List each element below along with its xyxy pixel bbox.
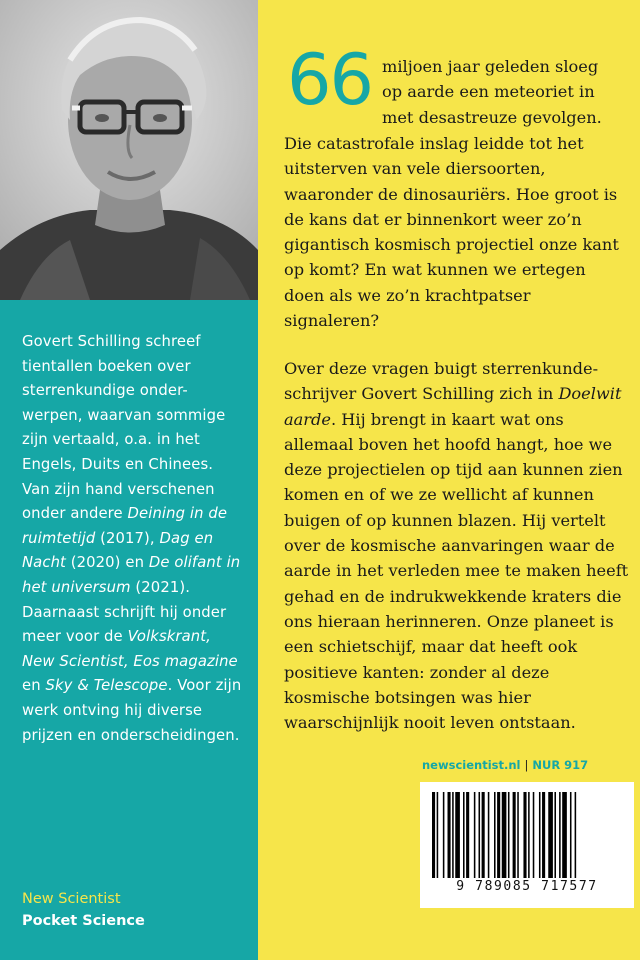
barcode-bar	[474, 792, 476, 878]
barcode-bar	[463, 792, 465, 878]
author-photo	[0, 0, 258, 300]
meta-separator: |	[524, 758, 529, 772]
barcode-bar	[482, 792, 485, 878]
barcode-bar	[523, 792, 526, 878]
blurb-text: . Hij brengt in kaart wat ons allemaal boven het hoofd hangt, hoe we deze projectielen op tijd aan kunnen zien komen en of we ze wellicht af kunnen buigen of op kunnen blazen. Hij vertelt over de kosmische aanvaringen waar de aarde in het verleden mee te maken heeft gehad en de indrukwekkende kraters die ons hieraan herinneren. Onze planeet is een schietschijf, maar dat heeft ook positieve kanten: zonder al deze kosmische botsingen was hier waarschijnlijk nooit leven ontstaan.	[284, 409, 629, 733]
barcode-bar	[517, 792, 519, 878]
barcode	[420, 782, 634, 908]
barcode-bar	[548, 792, 553, 878]
barcode-bar	[554, 792, 556, 878]
website-link[interactable]: newscientist.nl	[422, 758, 521, 772]
right-column	[258, 0, 640, 960]
barcode-bar	[497, 792, 500, 878]
barcode-bar	[488, 792, 490, 878]
barcode-bar	[432, 792, 435, 878]
barcode-bar	[542, 792, 545, 878]
bio-text: Govert Schilling schreef tientallen boeken over sterrenkundige onder-werpen, waarvan sommige zijn vertaald, o.a. in het Engels, Duits en Chinees. Van zijn hand verschenen onder andere	[22, 333, 226, 523]
barcode-bar	[455, 792, 460, 878]
series-line-1: New Scientist	[22, 891, 121, 907]
bio-text: (2021). Daarnaast schrijft hij onder meer voor de	[22, 578, 227, 646]
book-title: Doelwit aarde	[284, 384, 622, 429]
barcode-bar	[502, 792, 507, 878]
nur-code: NUR 917	[532, 758, 589, 772]
barcode-bars	[432, 792, 622, 878]
barcode-bar	[479, 792, 481, 878]
blurb-paragraph-1: Die catastrofale inslag leidde tot het uitsterven van vele diersoorten, waaronder de dinosauriërs. Hoe groot is de kans dat er binnenkort weer zo’n gigantisch kosmisch projectiel onze kant op komt? En wat kunnen we ertegen doen als we zo’n krachtpatser signaleren?	[284, 134, 619, 331]
bio-title: De olifant in het universum	[22, 554, 241, 596]
big-number: 66	[287, 39, 373, 121]
blurb-text: Over deze vragen buigt sterrenkunde-schrijver Govert Schilling zich in	[284, 359, 599, 404]
barcode-bar	[559, 792, 561, 878]
bio-text: (2020) en	[65, 554, 149, 572]
bio-panel	[0, 300, 258, 960]
bio-text: . Voor zijn werk ontving hij diverse prijzen en onderscheidingen.	[22, 677, 242, 744]
blurb-intro: miljoen jaar geleden sloeg op aarde een meteoriet in met desastreuze gevolgen.	[382, 57, 602, 127]
barcode-bar	[443, 792, 445, 878]
bio-text: (2017),	[95, 529, 160, 547]
left-column	[0, 0, 258, 960]
barcode-bar	[448, 792, 451, 878]
barcode-bar	[528, 792, 530, 878]
bio-title: Volkskrant, New Scientist, Eos magazine	[22, 628, 238, 670]
series-line-2: Pocket Science	[22, 913, 145, 929]
barcode-bar	[539, 792, 541, 878]
barcode-bar	[562, 792, 567, 878]
barcode-bar	[466, 792, 469, 878]
barcode-bar	[533, 792, 535, 878]
isbn-number: 9 789085 717577	[456, 879, 598, 894]
bio-title: Dag en Nacht	[22, 529, 214, 572]
barcode-bar	[452, 792, 454, 878]
bio-title: Deining in de ruimtetijd	[22, 505, 228, 547]
barcode-bar	[494, 792, 496, 878]
bio-text: en	[22, 677, 46, 695]
barcode-bar	[513, 792, 516, 878]
bio-title: Sky & Telescope	[45, 677, 168, 695]
barcode-bar	[437, 792, 439, 878]
barcode-bar	[570, 792, 572, 878]
blurb-paragraph-2	[284, 356, 629, 735]
author-portrait-image	[0, 0, 258, 300]
barcode-bar	[575, 792, 577, 878]
barcode-bar	[508, 792, 510, 878]
author-bio	[22, 330, 242, 748]
series-name	[22, 888, 145, 932]
publisher-meta	[422, 758, 632, 772]
